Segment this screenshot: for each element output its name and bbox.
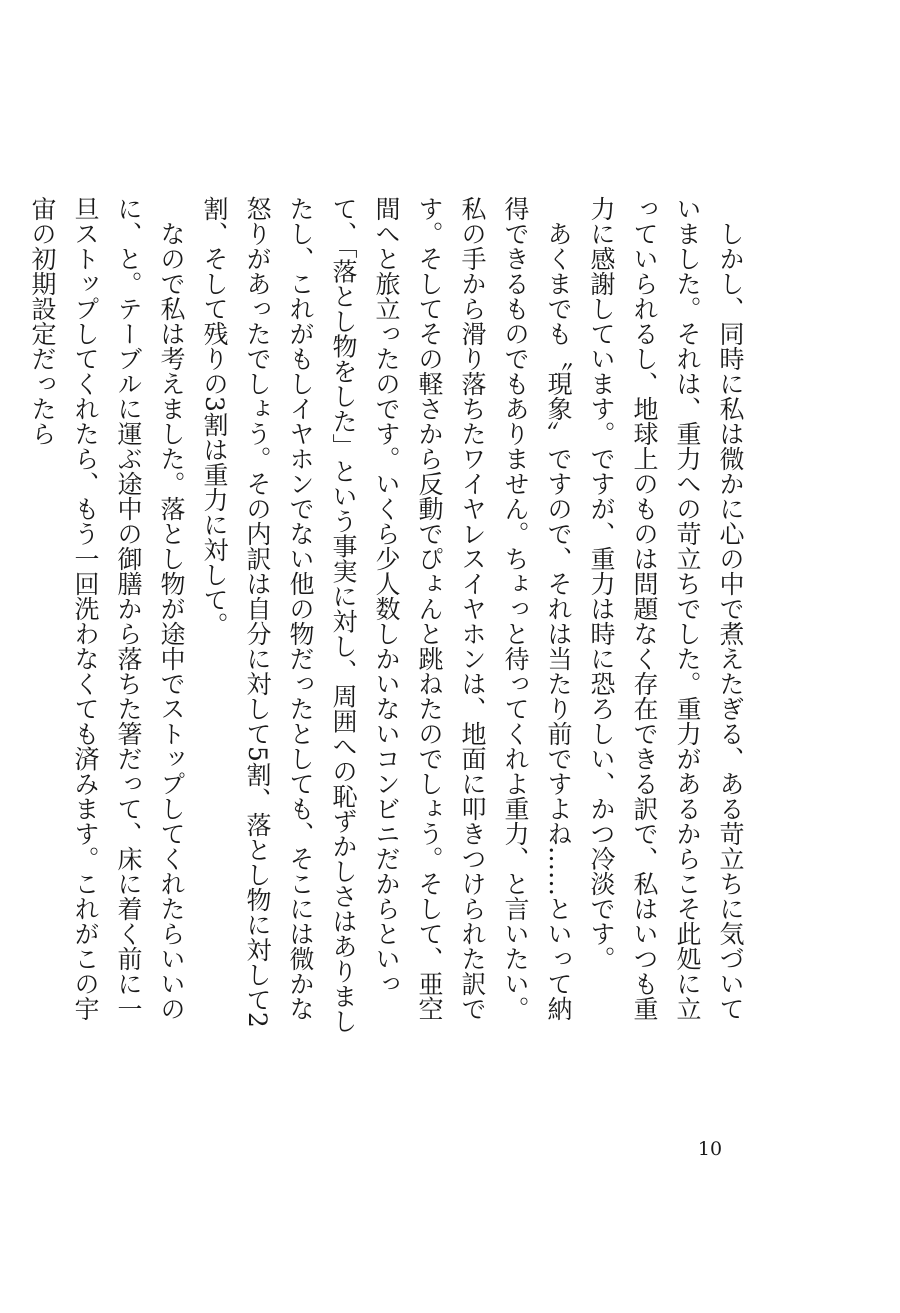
paragraph-1: しかし、同時に私は微かに心の中で煮えたぎる、ある苛立ちに気づいていました。それは、重力への苛立ちでした。重力があるからこそ此処に立っていられるし、地球上のものは問題なく存在できる訳で、私はいつも重力に感謝しています。ですが、重力は時に恐ろしい、かつ冷淡です。 (587, 196, 745, 1021)
paragraph-2: あくまでも〝現象〟ですので、それは当たり前ですよね……といって納得できるものでもありません。ちょっと待ってくれよ重力、と言いたい。私の手から滑り落ちたワイヤレスイヤホンは、地面に叩きつけられた訳です。そしてその軽さから反動でぴょんと跳ねたのでしょう。そして、亜空間へと旅立ったのです。いくら少人数しかいないコンビニだからといって、「落とし物をした」という事実に対し、周囲への恥ずかしさはありましたし、これがもしイヤホンでない他の物だったとしても、そこには微かな怒りがあったでしょう。その内訳は自分に対して5割、落とし物に対して2割、そして残りの3割は重力に対して。 (200, 196, 573, 1034)
page-number: 10 (697, 1138, 723, 1160)
paragraph-3: なので私は考えました。落とし物が途中でストップしてくれたらいいのに、と。テーブルに運ぶ途中の御膳から落ちた箸だって、床に着く前に一旦ストップしてくれたら、もう一回洗わなくても済みます。これがこの宇宙の初期設定だったら (28, 196, 186, 1021)
body-text (28, 196, 752, 1036)
